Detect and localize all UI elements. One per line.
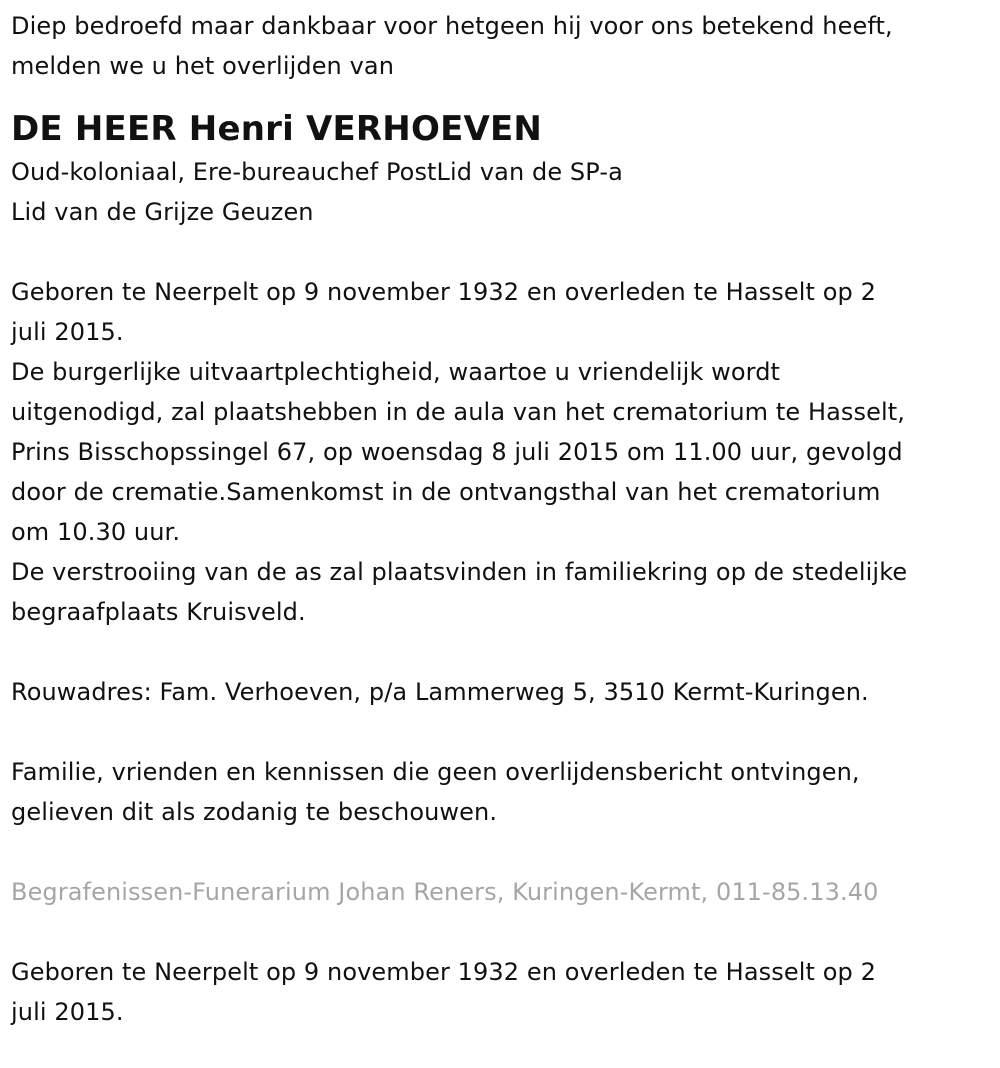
details-line: De burgerlijke uitvaartplechtigheid, waartoe u vriendelijk wordt <box>11 358 781 386</box>
repeat-line: juli 2015. <box>11 998 124 1026</box>
funeral-home: Begrafenissen-Funerarium Johan Reners, Kuringen-Kermt, 011-85.13.40 <box>11 878 879 906</box>
notice-paragraph <box>11 752 990 832</box>
details-line: begraafplaats Kruisveld. <box>11 598 306 626</box>
details-line: De verstrooiing van de as zal plaatsvinden in familiekring op de stedelijke <box>11 558 908 586</box>
details-line: uitgenodigd, zal plaatshebben in de aula van het crematorium te Hasselt, <box>11 398 905 426</box>
intro-line: melden we u het overlijden van <box>11 52 395 80</box>
details-line: om 10.30 uur. <box>11 518 181 546</box>
details-paragraph <box>11 272 990 632</box>
deceased-name: DE HEER Henri VERHOEVEN <box>11 109 543 149</box>
intro-paragraph <box>11 6 990 86</box>
details-line: door de crematie.Samenkomst in de ontvangsthal van het crematorium <box>11 478 881 506</box>
titles-block <box>11 152 990 232</box>
mourning-address: Rouwadres: Fam. Verhoeven, p/a Lammerweg 5, 3510 Kermt-Kuringen. <box>11 678 869 706</box>
repeat-paragraph <box>11 952 990 1032</box>
intro-line: Diep bedroefd maar dankbaar voor hetgeen hij voor ons betekend heeft, <box>11 12 893 40</box>
details-line: Geboren te Neerpelt op 9 november 1932 en overleden te Hasselt op 2 <box>11 278 876 306</box>
title-line: Lid van de Grijze Geuzen <box>11 198 314 226</box>
details-line: juli 2015. <box>11 318 124 346</box>
notice-line: Familie, vrienden en kennissen die geen overlijdensbericht ontvingen, <box>11 758 860 786</box>
title-line: Oud-koloniaal, Ere-bureauchef PostLid van de SP-a <box>11 158 623 186</box>
repeat-line: Geboren te Neerpelt op 9 november 1932 en overleden te Hasselt op 2 <box>11 958 876 986</box>
details-line: Prins Bisschopssingel 67, op woensdag 8 juli 2015 om 11.00 uur, gevolgd <box>11 438 903 466</box>
notice-line: gelieven dit als zodanig te beschouwen. <box>11 798 498 826</box>
